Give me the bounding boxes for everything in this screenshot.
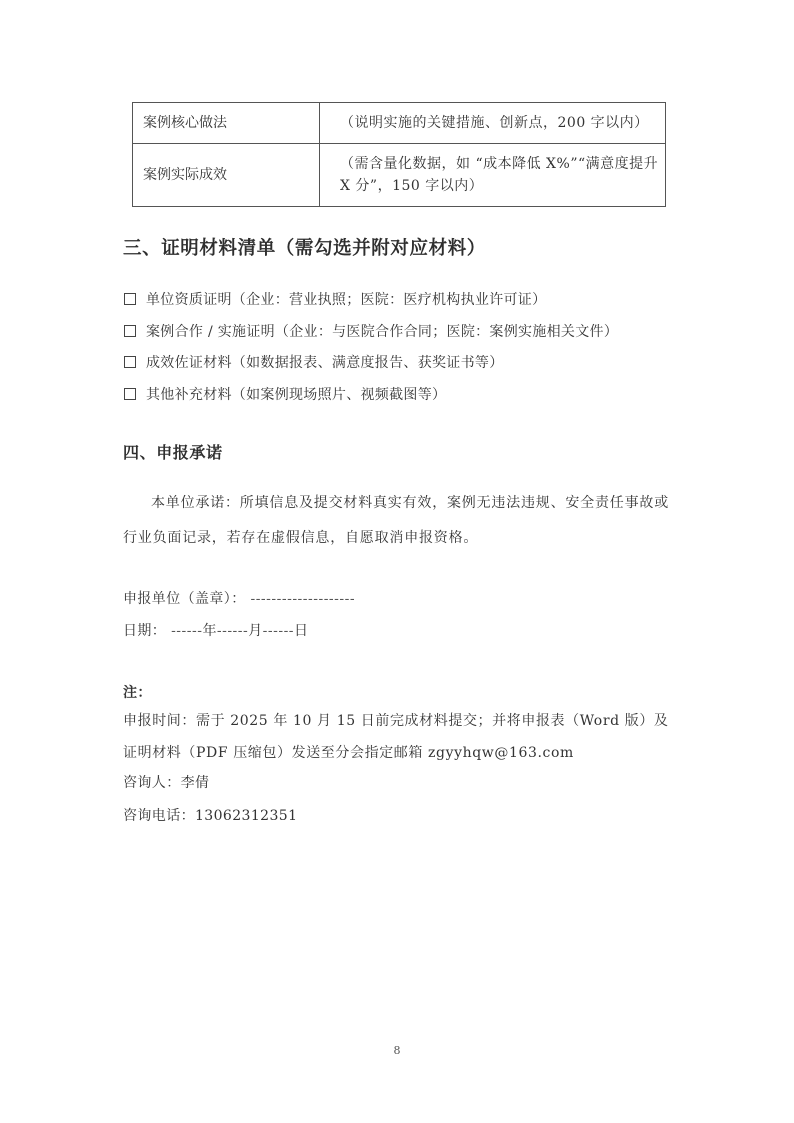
date-label: 日期： — [123, 623, 167, 639]
checkbox[interactable] — [124, 293, 136, 305]
applicant-unit-blank[interactable]: -------------------- — [250, 591, 356, 607]
contact-person: 咨询人：李倩 — [123, 775, 210, 791]
section-heading-materials: 三、证明材料清单（需勾选并附对应材料） — [123, 238, 486, 259]
note-text: 申报时间：需于 2025 年 10 月 15 日前完成材料提交；并将申报表（Word 版）及证明材料（PDF 压缩包）发送至分会指定邮箱 zgyyhqw@163.com — [123, 713, 669, 761]
table-value-cell: （需含量化数据，如 “成本降低 X%”“满意度提升 X 分”，150 字以内） — [320, 144, 666, 207]
table-row — [133, 103, 666, 144]
materials-checklist — [124, 289, 618, 415]
case-info-table — [132, 102, 666, 207]
applicant-unit-line — [123, 588, 355, 608]
checklist-item — [124, 321, 618, 353]
year-label: 年 — [202, 623, 217, 639]
day-label: 日 — [294, 623, 309, 639]
table-row — [133, 144, 666, 207]
checklist-item — [124, 289, 618, 321]
table-label-cell: 案例核心做法 — [133, 103, 320, 144]
checklist-item-label: 案例合作 / 实施证明（企业：与医院合作合同；医院：案例实施相关文件） — [146, 323, 619, 340]
commitment-paragraph: 本单位承诺：所填信息及提交材料真实有效，案例无违法违规、安全责任事故或行业负面记录，若存在虚假信息，自愿取消申报资格。 — [123, 495, 669, 546]
checkbox[interactable] — [124, 356, 136, 368]
checklist-item-label: 其他补充材料（如案例现场照片、视频截图等） — [146, 386, 447, 403]
month-label: 月 — [248, 623, 263, 639]
page-number: 8 — [393, 1044, 401, 1057]
checklist-item — [124, 352, 618, 384]
year-blank[interactable]: ------ — [171, 623, 203, 639]
checkbox[interactable] — [124, 388, 136, 400]
checklist-item-label: 成效佐证材料（如数据报表、满意度报告、获奖证书等） — [146, 355, 504, 371]
contact-phone: 咨询电话：13062312351 — [123, 808, 298, 824]
section-heading-commitment: 四、申报承诺 — [123, 443, 223, 462]
date-line — [123, 620, 308, 640]
table-label-cell: 案例实际成效 — [133, 144, 320, 207]
checkbox[interactable] — [124, 325, 136, 337]
checklist-item-label: 单位资质证明（企业：营业执照；医院：医疗机构执业许可证） — [146, 292, 547, 308]
applicant-unit-label: 申报单位（盖章）： — [123, 591, 246, 607]
note-label: 注： — [123, 685, 152, 701]
checklist-item — [124, 384, 618, 416]
month-blank[interactable]: ------ — [216, 623, 249, 639]
table-value-cell: （说明实施的关键措施、创新点，200 字以内） — [320, 103, 666, 144]
day-blank[interactable]: ------ — [262, 623, 295, 639]
